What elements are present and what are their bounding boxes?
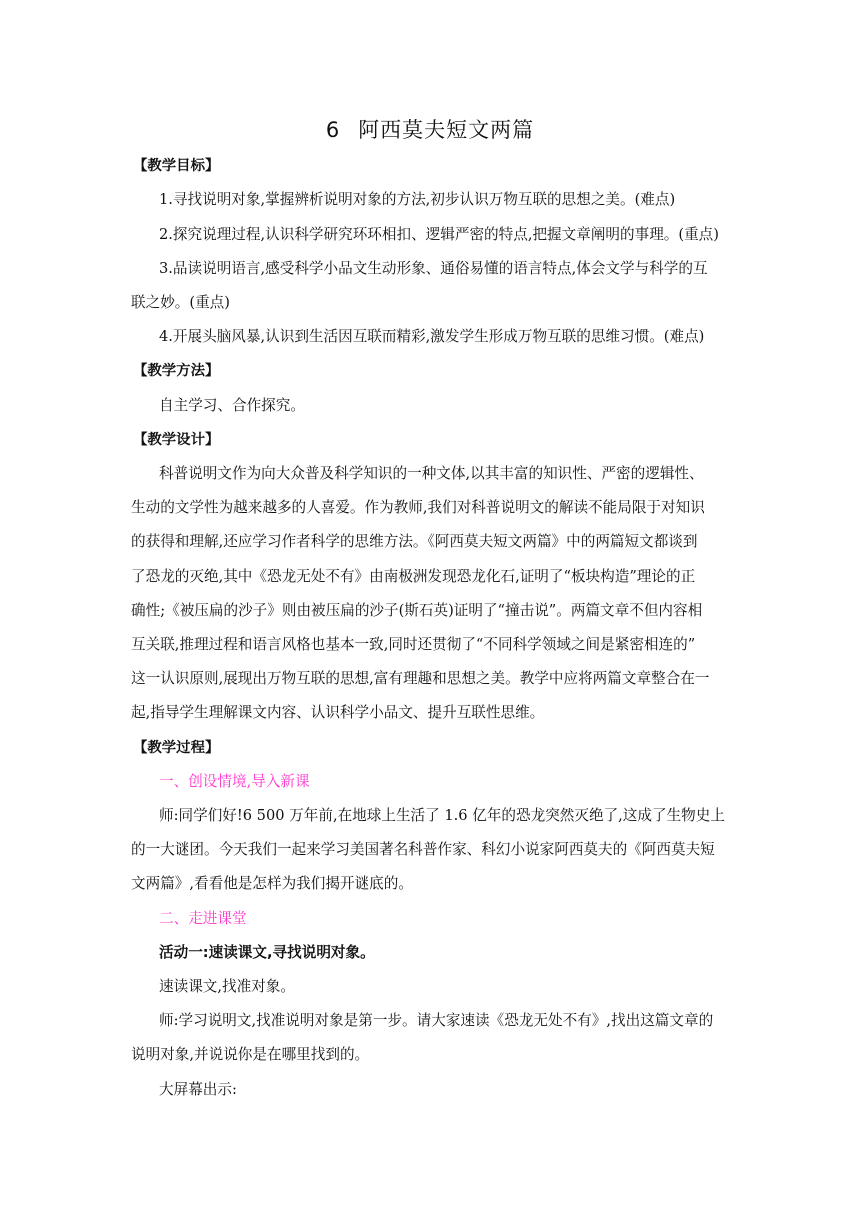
design-paragraph-line: 了恐龙的灭绝,其中《恐龙无处不有》由南极洲发现恐龙化石,证明了“板块构造”理论的正 <box>131 568 696 585</box>
step-heading-1: 一、创设情境,导入新课 <box>159 773 310 790</box>
lesson-number: 6 <box>325 118 341 142</box>
screen-display-label: 大屏幕出示: <box>159 1081 237 1098</box>
design-paragraph-line: 生动的文学性为越来越多的人喜爱。作为教师,我们对科普说明文的解读不能局限于对知识 <box>131 499 705 516</box>
activity-paragraph-line: 说明对象,并说说你是在哪里找到的。 <box>131 1046 370 1063</box>
lesson-title: 阿西莫夫短文两篇 <box>358 118 535 142</box>
activity-heading-1: 活动一:速读课文,寻找说明对象。 <box>159 944 375 961</box>
step-heading-2: 二、走进课堂 <box>159 910 247 927</box>
activity-text: 速读课文,找准对象。 <box>159 978 295 995</box>
design-paragraph-line: 这一认识原则,展现出万物互联的思想,富有理趣和思想之美。教学中应将两篇文章整合在一 <box>131 670 710 687</box>
section-heading-process: 【教学过程】 <box>133 740 220 756</box>
page-title <box>0 114 860 144</box>
methods-text: 自主学习、合作探究。 <box>159 397 305 414</box>
objective-3-cont: 联之妙。(重点) <box>131 294 230 311</box>
process-paragraph-line: 文两篇》,看看他是怎样为我们揭开谜底的。 <box>131 875 413 892</box>
design-paragraph-line: 科普说明文作为向大众普及科学知识的一种文体,以其丰富的知识性、严密的逻辑性、 <box>159 465 704 482</box>
objective-1: 1.寻找说明对象,掌握辨析说明对象的方法,初步认识万物互联的思想之美。(难点) <box>159 191 676 208</box>
section-heading-design: 【教学设计】 <box>133 432 220 448</box>
objective-2: 2.探究说理过程,认识科学研究环环相扣、逻辑严密的特点,把握文章阐明的事理。(重点) <box>159 226 719 243</box>
section-heading-methods: 【教学方法】 <box>133 363 220 379</box>
section-heading-objectives: 【教学目标】 <box>133 158 220 174</box>
design-paragraph-line: 互关联,推理过程和语言风格也基本一致,同时还贯彻了“不同科学领域之间是紧密相连的” <box>131 636 696 653</box>
activity-paragraph-line: 师:学习说明文,找准说明对象是第一步。请大家速读《恐龙无处不有》,找出这篇文章的 <box>159 1012 714 1029</box>
design-paragraph-line: 确性;《被压扁的沙子》则由被压扁的沙子(斯石英)证明了“撞击说”。两篇文章不但内容相 <box>131 602 703 619</box>
process-paragraph-line: 师:同学们好!6 500 万年前,在地球上生活了 1.6 亿年的恐龙突然灭绝了,这成了生物史上 <box>159 807 725 824</box>
objective-3: 3.品读说明语言,感受科学小品文生动形象、通俗易懂的语言特点,体会文学与科学的互 <box>159 260 708 277</box>
design-paragraph-line: 的获得和理解,还应学习作者科学的思维方法。《阿西莫夫短文两篇》中的两篇短文都谈到 <box>131 533 698 550</box>
objective-4: 4.开展头脑风暴,认识到生活因互联而精彩,激发学生形成万物互联的思维习惯。(难点) <box>159 328 705 345</box>
process-paragraph-line: 的一大谜团。今天我们一起来学习美国著名科普作家、科幻小说家阿西莫夫的《阿西莫夫短 <box>131 841 715 858</box>
design-paragraph-line: 起,指导学生理解课文内容、认识科学小品文、提升互联性思维。 <box>131 704 545 721</box>
